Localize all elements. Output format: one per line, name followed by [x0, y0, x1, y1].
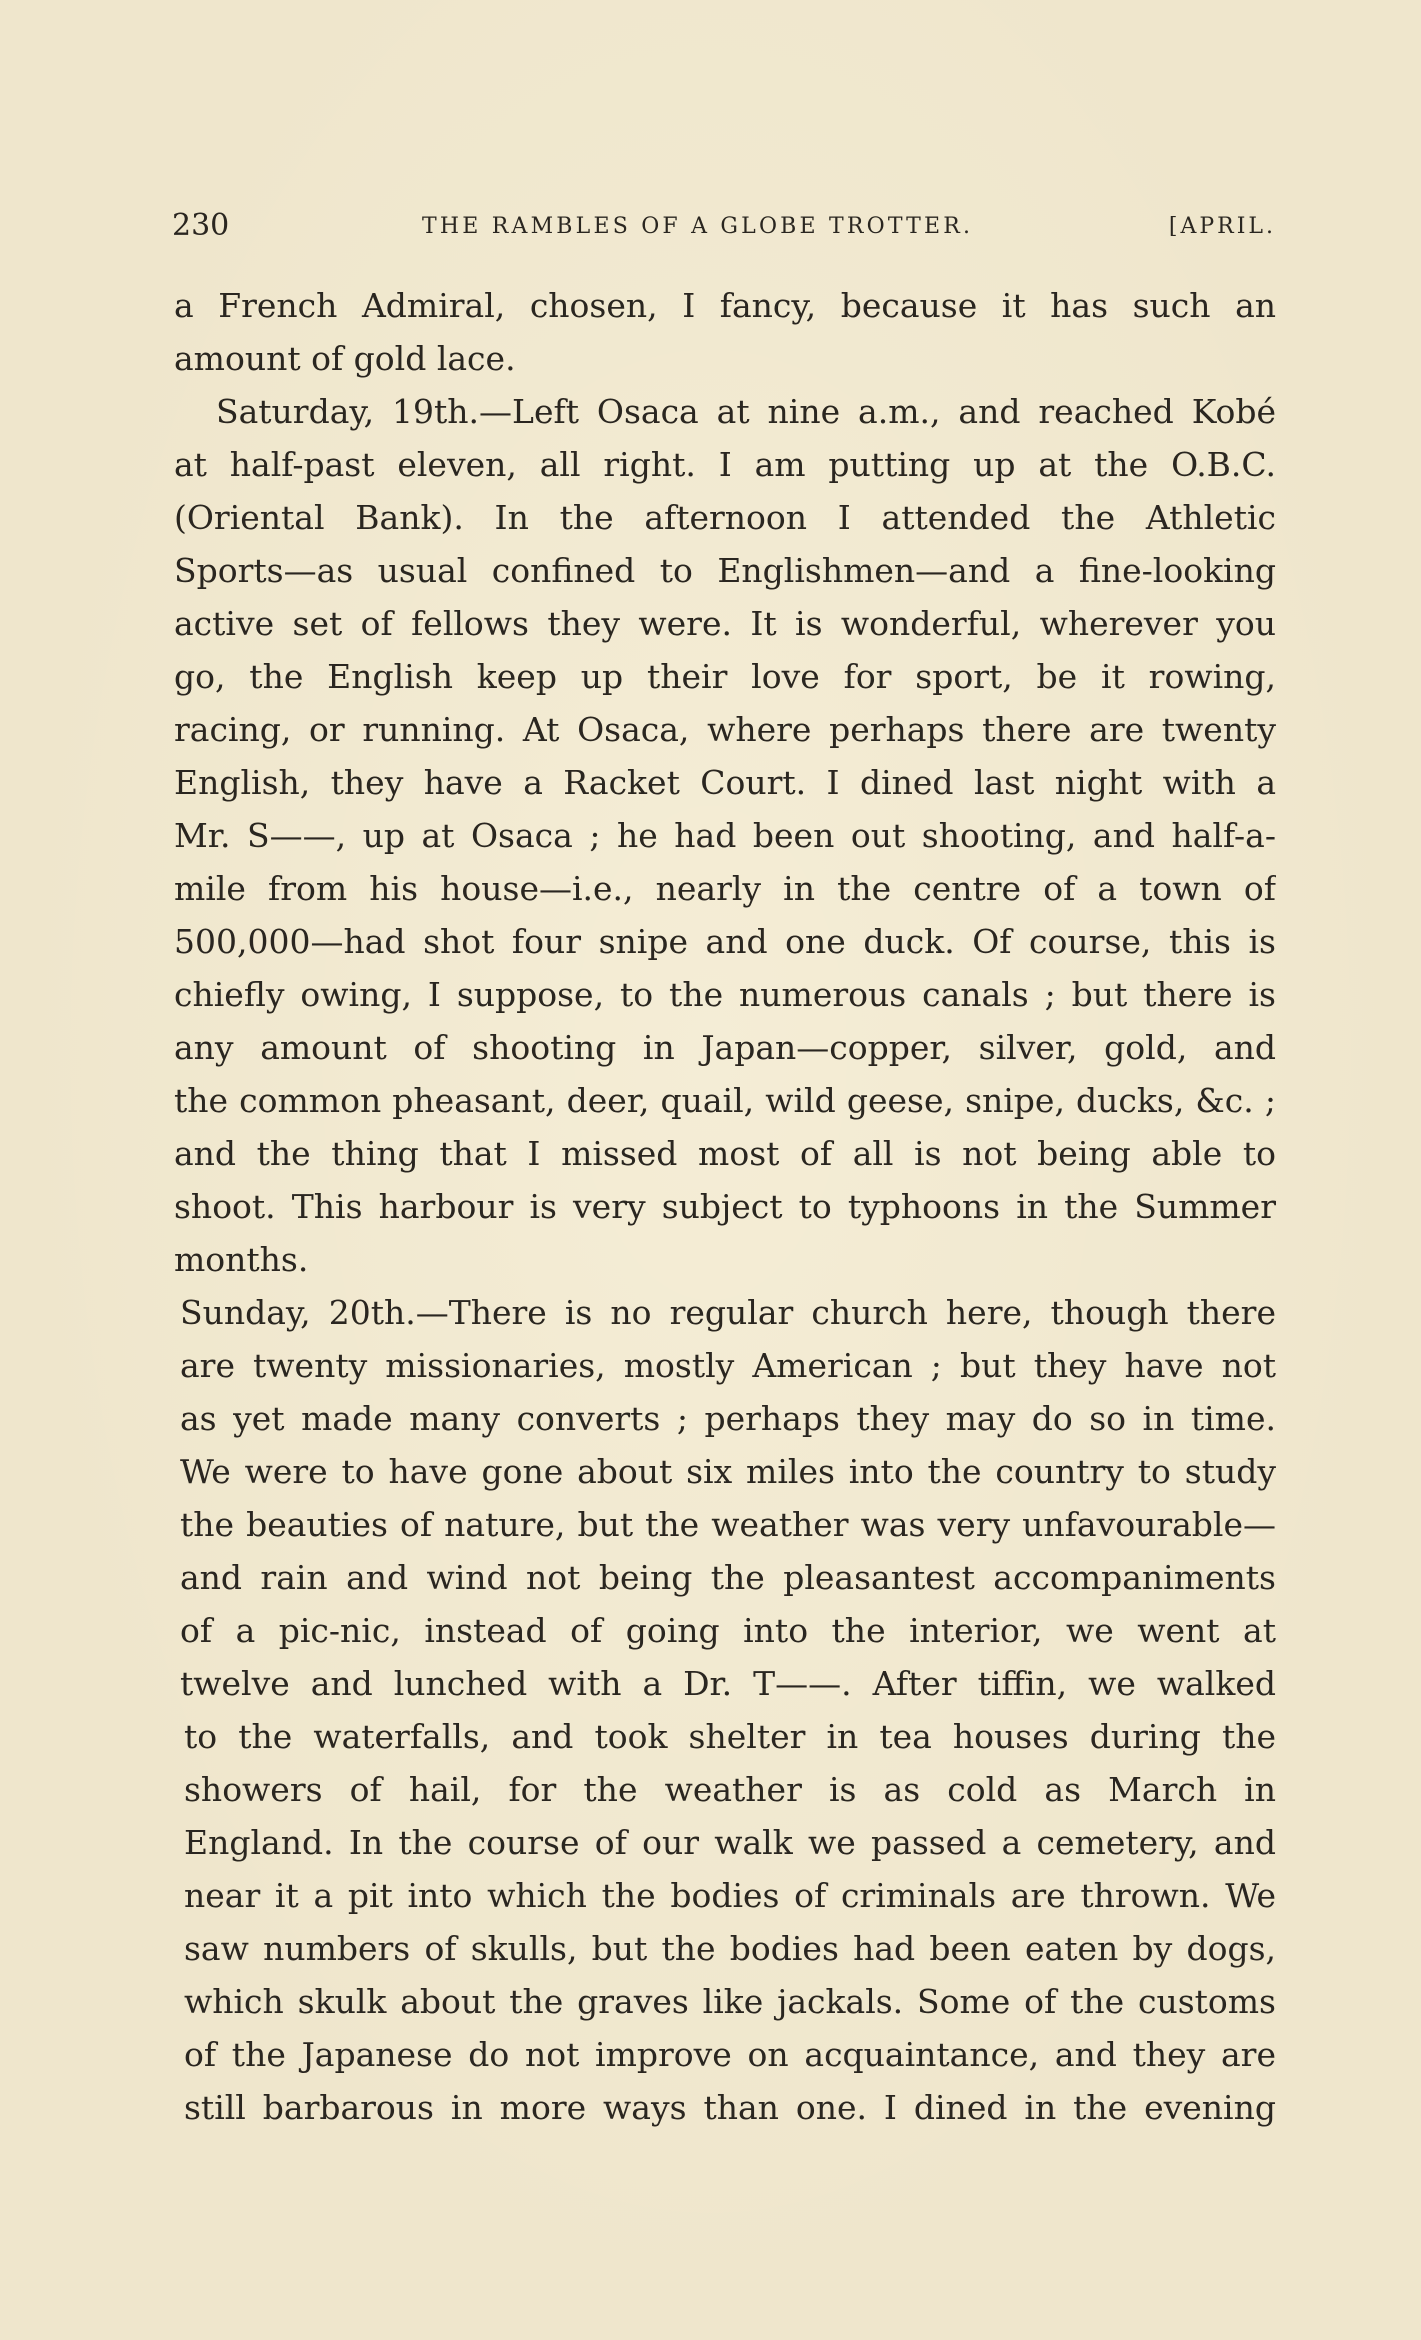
text-line: English, they have a Racket Court. I dined last night with a	[174, 763, 1276, 802]
text-line: Saturday, 19th.—Left Osaca at nine a.m., and reached Kobé	[216, 392, 1276, 431]
text-line: and rain and wind not being the pleasantest accompaniments	[180, 1558, 1276, 1597]
body-text	[174, 279, 1276, 2134]
text-line: and the thing that I missed most of all is not being able to	[174, 1134, 1276, 1173]
text-line: mile from his house—i.e., nearly in the centre of a town of	[174, 869, 1276, 908]
text-line: which skulk about the graves like jackals. Some of the customs	[184, 1982, 1276, 2021]
text-line: still barbarous in more ways than one. I dined in the evening	[184, 2088, 1276, 2127]
text-line: go, the English keep up their love for sport, be it rowing,	[174, 657, 1276, 696]
text-line: any amount of shooting in Japan—copper, silver, gold, and	[174, 1028, 1276, 1067]
text-line: England. In the course of our walk we passed a cemetery, and	[184, 1823, 1276, 1862]
text-line: Mr. S——, up at Osaca ; he had been out shooting, and half-a-	[174, 816, 1276, 855]
text-line: as yet made many converts ; perhaps they may do so in time.	[180, 1399, 1276, 1438]
page-number: 230	[172, 208, 230, 243]
text-line: chiefly owing, I suppose, to the numerous canals ; but there is	[174, 975, 1276, 1014]
text-line: We were to have gone about six miles into the country to study	[180, 1452, 1276, 1491]
text-line: Sunday, 20th.—There is no regular church here, though there	[180, 1293, 1276, 1332]
text-line: months.	[174, 1240, 309, 1279]
text-line: near it a pit into which the bodies of criminals are thrown. We	[184, 1876, 1276, 1915]
text-line: (Oriental Bank). In the afternoon I attended the Athletic	[174, 498, 1276, 537]
text-line: Sports—as usual confined to Englishmen—and a fine-looking	[174, 551, 1276, 590]
text-line: the common pheasant, deer, quail, wild geese, snipe, ducks, &c. ;	[174, 1081, 1276, 1120]
text-line: amount of gold lace.	[174, 339, 516, 378]
running-title: THE RAMBLES OF A GLOBE TROTTER.	[422, 214, 974, 239]
text-line: to the waterfalls, and took shelter in tea houses during the	[184, 1717, 1276, 1756]
running-month: [APRIL.	[1168, 214, 1276, 239]
text-line: active set of fellows they were. It is wonderful, wherever you	[174, 604, 1276, 643]
running-header	[172, 206, 1276, 246]
text-line: saw numbers of skulls, but the bodies had been eaten by dogs,	[184, 1929, 1276, 1968]
text-line: are twenty missionaries, mostly American ; but they have not	[180, 1346, 1276, 1385]
text-line: the beauties of nature, but the weather was very unfavourable—	[180, 1505, 1276, 1544]
text-line: twelve and lunched with a Dr. T——. After tiffin, we walked	[180, 1664, 1276, 1703]
text-line: shoot. This harbour is very subject to typhoons in the Summer	[174, 1187, 1276, 1226]
text-line: of a pic-nic, instead of going into the interior, we went at	[180, 1611, 1276, 1650]
text-line: at half-past eleven, all right. I am putting up at the O.B.C.	[174, 445, 1276, 484]
text-line: a French Admiral, chosen, I fancy, because it has such an	[174, 286, 1276, 325]
text-line: racing, or running. At Osaca, where perhaps there are twenty	[174, 710, 1276, 749]
text-line: showers of hail, for the weather is as cold as March in	[184, 1770, 1276, 1809]
text-line: of the Japanese do not improve on acquaintance, and they are	[184, 2035, 1276, 2074]
text-line: 500,000—had shot four snipe and one duck. Of course, this is	[174, 922, 1276, 961]
